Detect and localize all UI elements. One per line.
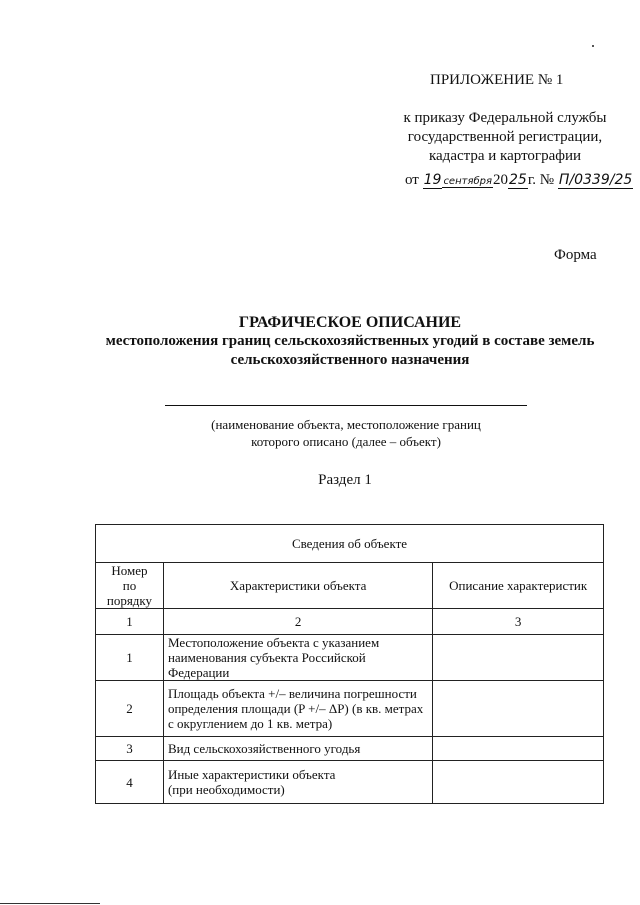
header-characteristics: Характеристики объекта xyxy=(163,563,432,609)
date-prefix: от xyxy=(405,172,419,188)
row-number: 1 xyxy=(96,635,164,681)
order-number-handwritten: П/0339/25 xyxy=(558,172,633,188)
order-line: государственной регистрации, xyxy=(407,129,603,145)
row-description-cell xyxy=(433,761,604,804)
order-date-line xyxy=(405,172,633,189)
date-year-prefix: 20 xyxy=(493,172,508,188)
row-characteristic xyxy=(163,681,432,737)
table-row xyxy=(96,737,604,761)
page-bottom-rule xyxy=(0,903,100,904)
row-characteristic xyxy=(163,635,432,681)
row-characteristic xyxy=(163,737,432,761)
row-number: 3 xyxy=(96,737,164,761)
object-name-caption xyxy=(165,416,527,450)
object-info-table xyxy=(95,524,604,804)
header-number-line: Номер xyxy=(111,563,148,578)
order-line: к приказу Федеральной службы xyxy=(403,110,607,126)
table-header-row xyxy=(96,563,604,609)
section-title: Раздел 1 xyxy=(318,472,372,488)
date-day-handwritten: 19 xyxy=(423,172,442,188)
characteristic-line: наименования субъекта Российской Федерации xyxy=(167,650,366,680)
characteristic-line: с округлением до 1 кв. метра) xyxy=(167,716,333,731)
appendix-label: ПРИЛОЖЕНИЕ № 1 xyxy=(430,72,564,88)
table-row xyxy=(96,635,604,681)
date-year-handwritten: 25 xyxy=(509,172,527,188)
table-row xyxy=(96,761,604,804)
date-year-unit: г. xyxy=(527,172,537,188)
order-reference xyxy=(385,109,625,166)
characteristic-line: (при необходимости) xyxy=(167,782,285,797)
row-description-cell xyxy=(433,737,604,761)
row-number: 2 xyxy=(96,681,164,737)
header-description: Описание характеристик xyxy=(433,563,604,609)
index-cell: 2 xyxy=(163,609,432,635)
header-number xyxy=(96,563,164,609)
order-number-label: № xyxy=(539,172,555,188)
index-cell: 3 xyxy=(433,609,604,635)
document-title xyxy=(40,313,640,370)
order-line: кадастра и картографии xyxy=(428,148,582,164)
characteristic-line: Местоположение объекта с указанием xyxy=(167,635,380,650)
date-month-handwritten: сентября xyxy=(443,176,492,187)
characteristic-line: Площадь объекта +/– величина погрешности xyxy=(167,686,417,701)
row-number: 4 xyxy=(96,761,164,804)
table-index-row xyxy=(96,609,604,635)
header-number-line: по порядку xyxy=(106,578,153,608)
table-row xyxy=(96,681,604,737)
characteristic-line: Иные характеристики объекта xyxy=(167,767,336,782)
title-line: местоположения границ сельскохозяйственных угодий в составе земель xyxy=(105,333,595,349)
row-description-cell xyxy=(433,635,604,681)
title-main: ГРАФИЧЕСКОЕ ОПИСАНИЕ xyxy=(238,314,462,331)
object-name-blank-line xyxy=(165,405,527,406)
row-description-cell xyxy=(433,681,604,737)
form-label: Форма xyxy=(554,247,597,263)
table-caption: Сведения об объекте xyxy=(96,525,604,563)
title-line: сельскохозяйственного назначения xyxy=(230,352,470,368)
caption-line: которого описано (далее – объект) xyxy=(251,434,441,449)
caption-line: (наименование объекта, местоположение границ xyxy=(211,417,481,432)
table-caption-row xyxy=(96,525,604,563)
characteristic-line: определения площади (P +/– ΔP) (в кв. метрах xyxy=(167,701,424,716)
row-characteristic xyxy=(163,761,432,804)
characteristic-line: Вид сельскохозяйственного угодья xyxy=(167,741,361,756)
index-cell: 1 xyxy=(96,609,164,635)
scan-speck xyxy=(592,45,594,47)
